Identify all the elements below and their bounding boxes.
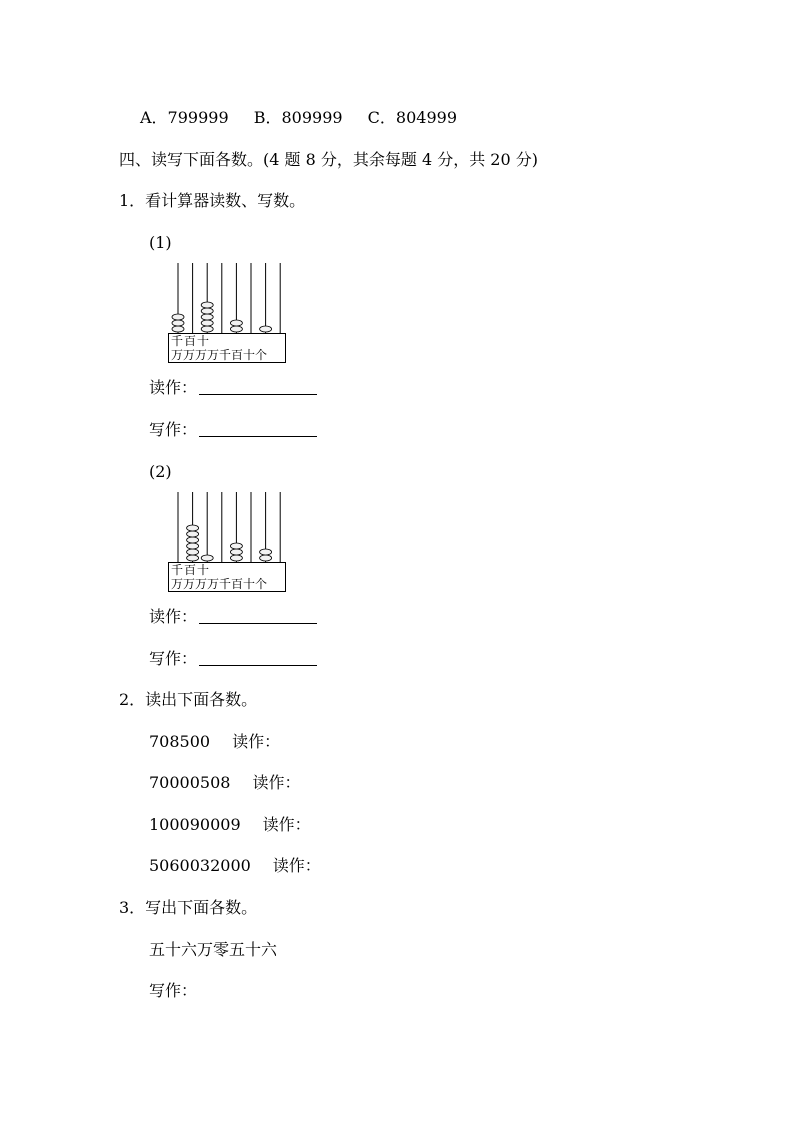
abacus-bead [187, 537, 199, 543]
abacus-2 [167, 492, 287, 596]
q2-item [149, 732, 280, 752]
abacus-2-rods [167, 492, 287, 564]
place-labels-top: 千百十 [171, 334, 211, 348]
abacus-bead [260, 326, 272, 332]
abacus-bead [230, 326, 242, 332]
abacus1-label: (1) [149, 233, 172, 252]
q2-read-label: 读作： [232, 732, 281, 751]
place-value-box [168, 333, 286, 363]
read-label: 读作： [149, 607, 198, 626]
abacus-bead [201, 308, 213, 314]
q3-title: 3．写出下面各数。 [119, 898, 258, 917]
place-labels-bottom: 万万万万千百十个 [171, 348, 268, 362]
q3-write-label: 写作： [149, 981, 198, 1000]
abacus-bead [187, 543, 199, 549]
abacus-bead [201, 555, 213, 561]
place-value-box [168, 562, 286, 592]
abacus-bead [230, 555, 242, 561]
abacus-bead [172, 320, 184, 326]
read-line-1 [149, 378, 317, 398]
read-label: 读作： [149, 378, 198, 397]
abacus-bead [201, 314, 213, 320]
read-line-2 [149, 607, 317, 627]
q2-item [149, 773, 300, 793]
answer-blank[interactable] [199, 607, 317, 624]
q2-read-label: 读作： [262, 815, 311, 834]
choice-c: C．804999 [367, 108, 457, 127]
q2-read-label: 读作： [272, 856, 321, 875]
abacus-bead [187, 531, 199, 537]
abacus-bead [260, 555, 272, 561]
abacus-1-rods [167, 263, 287, 335]
q2-number: 100090009 [149, 815, 241, 834]
q1-title: 1．看计算器读数、写数。 [119, 191, 306, 210]
q2-number: 70000508 [149, 773, 231, 792]
q2-title: 2．读出下面各数。 [119, 690, 258, 709]
abacus-bead [201, 326, 213, 332]
answer-blank[interactable] [199, 649, 317, 666]
abacus-bead [260, 549, 272, 555]
abacus-1 [167, 263, 287, 367]
q2-number: 708500 [149, 732, 211, 751]
abacus-bead [201, 320, 213, 326]
abacus-bead [201, 302, 213, 308]
write-label: 写作： [149, 649, 198, 668]
write-line-2 [149, 649, 317, 669]
q2-number: 5060032000 [149, 856, 251, 875]
abacus-bead [230, 543, 242, 549]
section-heading: 四、读写下面各数。(4 题 8 分，其余每题 4 分，共 20 分) [119, 150, 538, 169]
place-labels-top: 千百十 [171, 563, 211, 577]
q2-item [149, 815, 311, 835]
abacus-bead [187, 525, 199, 531]
abacus-bead [172, 314, 184, 320]
abacus-bead [172, 326, 184, 332]
write-line-1 [149, 420, 317, 440]
q2-item [149, 856, 321, 876]
write-label: 写作： [149, 420, 198, 439]
q3-phrase: 五十六万零五十六 [149, 940, 278, 959]
choice-b: B．809999 [253, 108, 343, 127]
abacus-bead [230, 320, 242, 326]
abacus-bead [187, 555, 199, 561]
place-labels-bottom: 万万万万千百十个 [171, 577, 268, 591]
abacus-bead [230, 549, 242, 555]
q2-read-label: 读作： [252, 773, 301, 792]
answer-blank[interactable] [199, 378, 317, 395]
answer-blank[interactable] [199, 420, 317, 437]
abacus2-label: (2) [149, 462, 172, 481]
choice-a: A．799999 [140, 108, 229, 127]
abacus-bead [187, 549, 199, 555]
choice-row [140, 108, 457, 128]
